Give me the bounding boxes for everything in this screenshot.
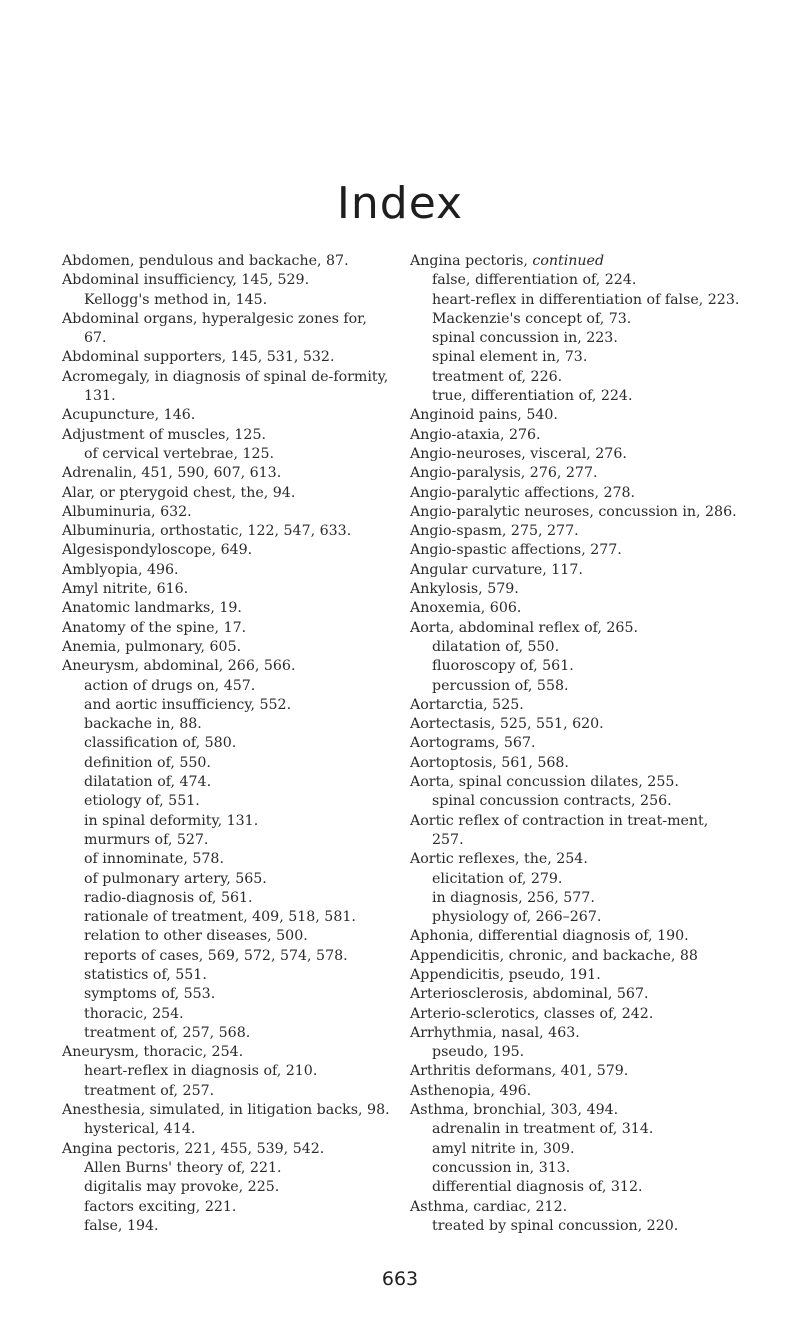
index-subentry: dilatation of, 474. xyxy=(84,774,212,791)
index-entry: Angio-paralysis, 276, 277. xyxy=(410,465,598,482)
index-entry: Aortograms, 567. xyxy=(410,735,536,752)
index-subentry: thoracic, 254. xyxy=(84,1005,184,1022)
index-entry: Aorta, abdominal reflex of, 265. xyxy=(410,619,638,636)
index-subentry: true, differentiation of, 224. xyxy=(432,388,633,405)
index-entry-continued-heading xyxy=(410,252,740,271)
index-entry: Angio-spastic affections, 277. xyxy=(410,542,622,559)
index-entry: Abdomen, pendulous and backache, 87. xyxy=(62,253,349,269)
index-entry: Algesispondyloscope, 649. xyxy=(62,542,253,559)
index-entry: Amblyopia, 496. xyxy=(62,561,179,578)
index-entry: Amyl nitrite, 616. xyxy=(62,581,189,598)
index-entry: Asthma, cardiac, 212. xyxy=(410,1198,568,1215)
index-subentry: percussion of, 558. xyxy=(432,677,569,694)
index-subentry: treated by spinal concussion, 220. xyxy=(432,1217,679,1234)
index-subentry: classification of, 580. xyxy=(84,735,237,752)
index-entry: Aneurysm, thoracic, 254. xyxy=(62,1044,244,1061)
index-subentry: false, 194. xyxy=(84,1217,159,1234)
index-entry: Acupuncture, 146. xyxy=(62,407,196,424)
index-subentry: in spinal deformity, 131. xyxy=(84,812,259,829)
index-subentry: physiology of, 266–267. xyxy=(432,909,602,926)
page-number: 663 xyxy=(381,1268,419,1290)
index-column-left xyxy=(62,252,392,1236)
index-subentry: Mackenzie's concept of, 73. xyxy=(432,310,632,327)
index-entry: Arterio-sclerotics, classes of, 242. xyxy=(410,1005,654,1022)
index-entry: Aneurysm, abdominal, 266, 566. xyxy=(62,658,296,675)
index-subentry: spinal concussion in, 223. xyxy=(432,330,618,347)
index-subentry: Kellogg's method in, 145. xyxy=(84,291,268,308)
index-entry: Asthenopia, 496. xyxy=(410,1082,532,1099)
index-subentry: murmurs of, 527. xyxy=(84,831,209,848)
index-subentry: adrenalin in treatment of, 314. xyxy=(432,1121,654,1138)
index-entry: Angular curvature, 117. xyxy=(410,561,583,578)
index-entry: Asthma, bronchial, 303, 494. xyxy=(410,1102,619,1119)
index-entry: Angio-paralytic affections, 278. xyxy=(410,484,636,501)
index-subentry: of cervical vertebrae, 125. xyxy=(84,445,275,462)
index-entry: Aortic reflexes, the, 254. xyxy=(410,851,588,868)
index-subentry: etiology of, 551. xyxy=(84,793,200,810)
index-entry: Arthritis deformans, 401, 579. xyxy=(410,1063,629,1080)
index-subentry: false, differentiation of, 224. xyxy=(432,272,637,289)
index-entry: Aortarctia, 525. xyxy=(410,696,524,713)
index-subentry: definition of, 550. xyxy=(84,754,211,771)
index-column-right xyxy=(410,252,740,1236)
index-subentry: spinal concussion contracts, 256. xyxy=(432,793,672,810)
index-entry: Abdominal insufficiency, 145, 529. xyxy=(62,272,310,289)
index-entry: Adjustment of muscles, 125. xyxy=(62,426,266,443)
index-entry: Arrhythmia, nasal, 463. xyxy=(410,1024,580,1041)
index-subentry: backache in, 88. xyxy=(84,716,202,733)
index-entry: Albuminuria, orthostatic, 122, 547, 633. xyxy=(62,523,352,540)
continued-heading-main: Angina pectoris, xyxy=(410,253,533,269)
page-title: Index xyxy=(336,178,464,229)
index-entry: Angio-ataxia, 276. xyxy=(410,426,541,443)
index-entry: Alar, or pterygoid chest, the, 94. xyxy=(62,484,296,501)
index-entry: Anemia, pulmonary, 605. xyxy=(62,638,242,655)
index-entry: Abdominal supporters, 145, 531, 532. xyxy=(62,349,335,366)
index-subentry: factors exciting, 221. xyxy=(84,1198,237,1215)
index-entry: Angio-neuroses, visceral, 276. xyxy=(410,445,627,462)
index-entry: Ankylosis, 579. xyxy=(410,581,519,598)
index-subentry: dilatation of, 550. xyxy=(432,638,560,655)
index-subentry: heart-reflex in differentiation of false, 223. xyxy=(432,291,740,308)
index-entry: Angio-paralytic neuroses, concussion in, 286. xyxy=(410,503,737,520)
index-entry: Aphonia, differential diagnosis of, 190. xyxy=(410,928,689,945)
index-entry: Acromegaly, in diagnosis of spinal de-formity, 131. xyxy=(62,368,389,405)
index-subentry: heart-reflex in diagnosis of, 210. xyxy=(84,1063,318,1080)
index-entry: Aorta, spinal concussion dilates, 255. xyxy=(410,774,679,791)
index-subentry: differential diagnosis of, 312. xyxy=(432,1179,643,1196)
index-subentry: symptoms of, 553. xyxy=(84,986,216,1003)
index-subentry: in diagnosis, 256, 577. xyxy=(432,889,595,906)
index-subentry: concussion in, 313. xyxy=(432,1159,571,1176)
index-subentry: fluoroscopy of, 561. xyxy=(432,658,574,675)
index-entry: Anesthesia, simulated, in litigation backs, 98. xyxy=(62,1102,390,1119)
index-subentry: Allen Burns' theory of, 221. xyxy=(84,1159,282,1176)
index-entry: Anoxemia, 606. xyxy=(410,600,522,617)
index-subentry: hysterical, 414. xyxy=(84,1121,196,1138)
index-subentry: action of drugs on, 457. xyxy=(84,677,256,694)
index-entry: Angina pectoris, 221, 455, 539, 542. xyxy=(62,1140,325,1157)
index-entry: Abdominal organs, hyperalgesic zones for, 67. xyxy=(62,310,367,347)
index-subentry: amyl nitrite in, 309. xyxy=(432,1140,575,1157)
index-entry: Aortectasis, 525, 551, 620. xyxy=(410,716,604,733)
index-subentry: rationale of treatment, 409, 518, 581. xyxy=(84,909,356,926)
index-entry: Adrenalin, 451, 590, 607, 613. xyxy=(62,465,282,482)
index-subentry: statistics of, 551. xyxy=(84,966,207,983)
index-entry: Anatomy of the spine, 17. xyxy=(62,619,247,636)
index-entry: Aortoptosis, 561, 568. xyxy=(410,754,569,771)
index-entry: Angio-spasm, 275, 277. xyxy=(410,523,579,540)
index-entry: Aortic reflex of contraction in treat-ment, 257. xyxy=(410,812,709,848)
index-subentry: treatment of, 257, 568. xyxy=(84,1024,251,1041)
index-entry: Appendicitis, pseudo, 191. xyxy=(410,966,601,983)
index-subentry: spinal element in, 73. xyxy=(432,349,588,366)
index-entry: Anatomic landmarks, 19. xyxy=(62,600,242,617)
index-subentry: reports of cases, 569, 572, 574, 578. xyxy=(84,947,348,964)
index-subentry: treatment of, 226. xyxy=(432,368,563,385)
index-subentry: of innominate, 578. xyxy=(84,851,224,868)
index-subentry: and aortic insufficiency, 552. xyxy=(84,696,292,713)
index-subentry: pseudo, 195. xyxy=(432,1044,525,1061)
index-entry: Appendicitis, chronic, and backache, 88 xyxy=(410,947,698,964)
index-subentry: elicitation of, 279. xyxy=(432,870,563,887)
index-subentry: treatment of, 257. xyxy=(84,1082,215,1099)
index-subentry: of pulmonary artery, 565. xyxy=(84,870,267,887)
index-subentry: radio-diagnosis of, 561. xyxy=(84,889,253,906)
continued-label: continued xyxy=(532,253,605,269)
index-subentry: relation to other diseases, 500. xyxy=(84,928,308,945)
index-entry: Albuminuria, 632. xyxy=(62,503,192,520)
index-entry: Arteriosclerosis, abdominal, 567. xyxy=(410,986,649,1003)
index-subentry: digitalis may provoke, 225. xyxy=(84,1179,280,1196)
index-entry: Anginoid pains, 540. xyxy=(410,407,558,424)
